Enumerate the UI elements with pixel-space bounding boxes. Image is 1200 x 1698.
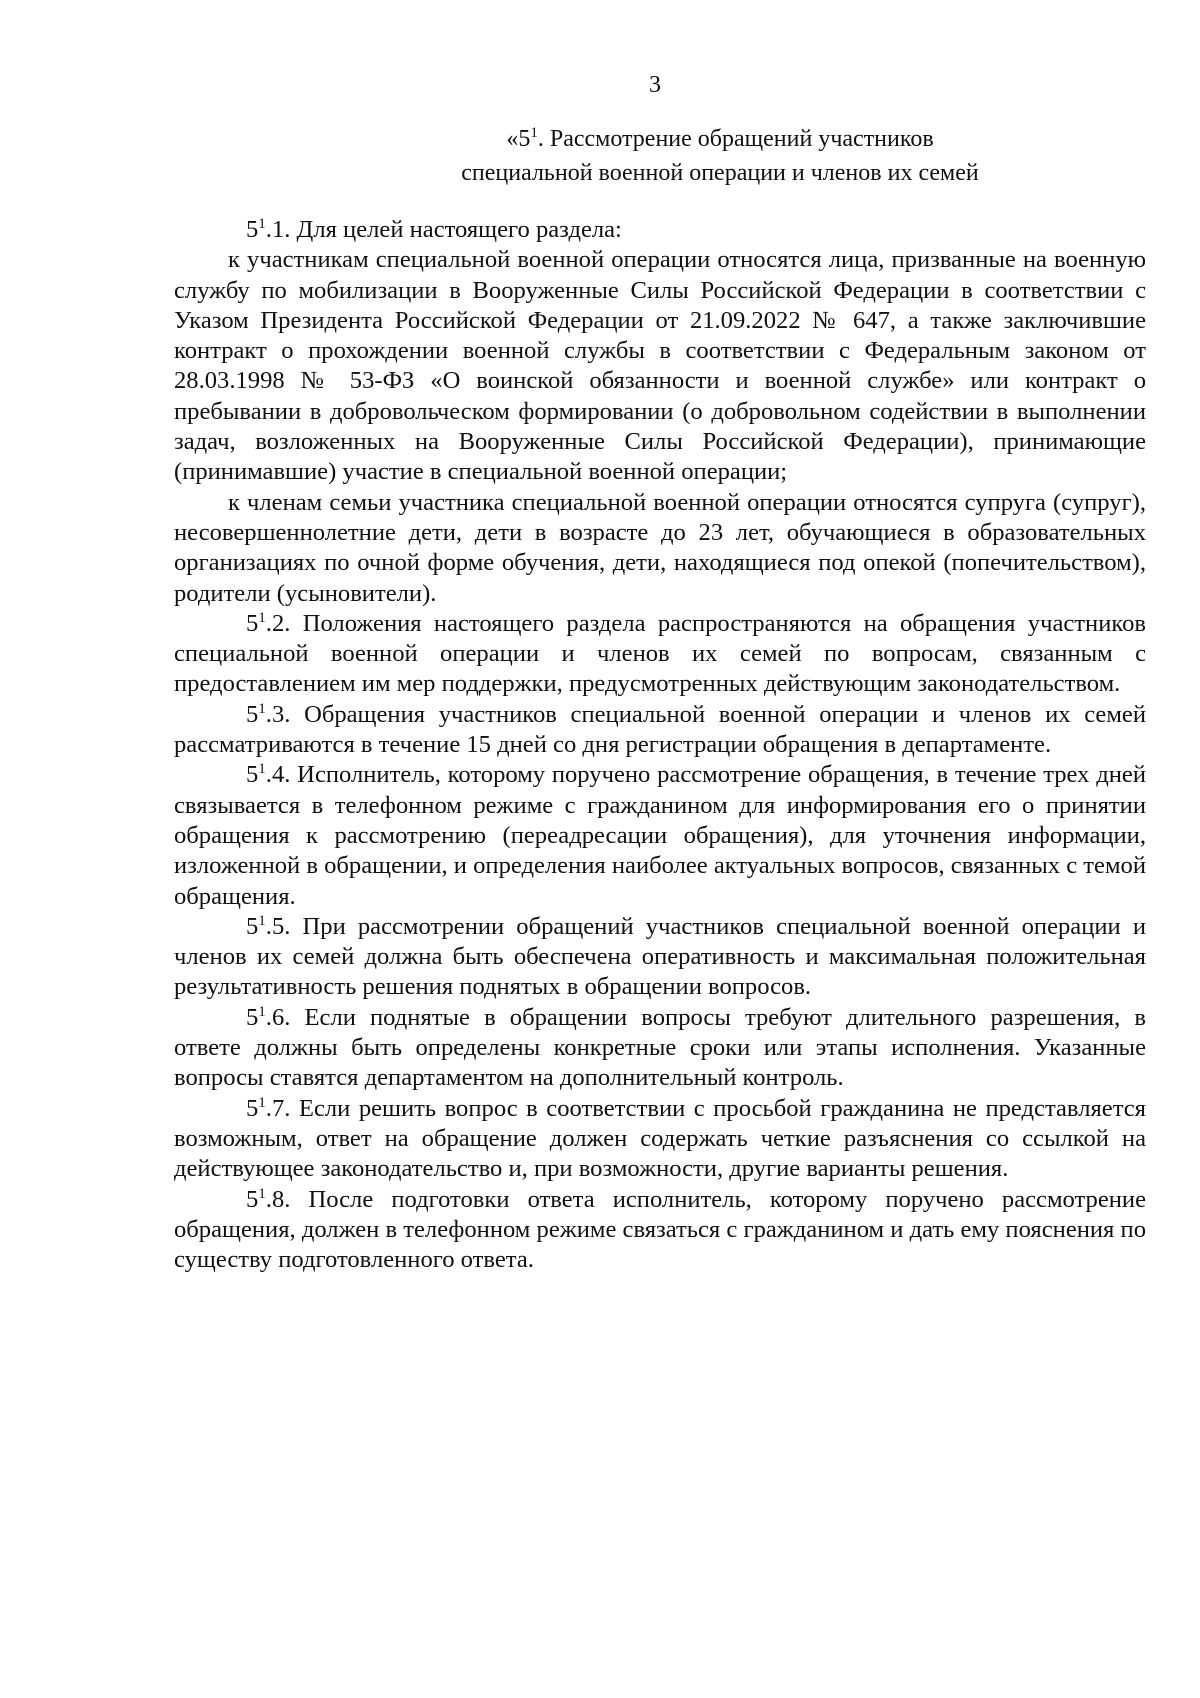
paragraph-5-1-4 [174, 760, 1146, 911]
paragraph-text: .6. Если поднятые в обращении вопросы требуют длительного разрешения, в ответе должны быть определены конкретные сроки или этапы исполнения. Указанные вопросы ставятся департаментом на дополнительный контроль. [174, 1003, 1146, 1092]
clause-superscript: 1 [258, 1185, 266, 1202]
heading-open-quote: «5 [506, 126, 531, 152]
clause-number: 5 [246, 609, 259, 637]
page-number: 3 [649, 72, 661, 98]
clause-number: 5 [246, 761, 259, 789]
paragraph-5-1-8 [174, 1185, 1146, 1276]
paragraph-svo-participants [174, 245, 1146, 487]
heading-line-2: специальной военной операции и членов их семей [461, 160, 979, 186]
paragraph-text: .1. Для целей настоящего раздела: [265, 216, 622, 243]
clause-superscript: 1 [258, 609, 266, 626]
clause-superscript: 1 [258, 912, 266, 929]
clause-number: 5 [246, 1003, 259, 1031]
clause-superscript: 1 [258, 1003, 266, 1020]
paragraph-5-1-6 [174, 1003, 1146, 1094]
clause-number: 5 [246, 912, 259, 940]
paragraph-5-1-2 [174, 609, 1146, 700]
paragraph-text: .7. Если решить вопрос в соответствии с просьбой гражданина не представляется возможным, ответ на обращение должен содержать четкие разъяснения со ссылкой на действующее законодательство и, при возможности, другие варианты решения. [174, 1094, 1146, 1183]
clause-superscript: 1 [258, 700, 266, 717]
paragraph-text: .4. Исполнитель, которому поручено рассмотрение обращения, в течение трех дней связывается в телефонном режиме с гражданином для информирования его о принятии обращения к рассмотрению (переадресации обращения), для уточнения информации, изложенной в обращении, и определения наиболее актуальных вопросов, связанных с темой обращения. [174, 761, 1146, 910]
paragraph-5-1-1 [174, 215, 1146, 245]
paragraph-5-1-5 [174, 912, 1146, 1003]
section-heading [330, 122, 1110, 190]
paragraph-5-1-3 [174, 700, 1146, 761]
paragraph-text: .5. При рассмотрении обращений участников специальной военной операции и членов их семей должна быть обеспечена оперативность и максимальная положительная результативность решения поднятых в обращении вопросов. [174, 912, 1146, 1001]
clause-number: 5 [246, 216, 259, 243]
paragraph-text: .8. После подготовки ответа исполнитель, которому поручено рассмотрение обращения, должен в телефонном режиме связаться с гражданином и дать ему пояснения по существу подготовленного ответа. [174, 1185, 1146, 1274]
clause-number: 5 [246, 700, 259, 728]
clause-number: 5 [246, 1094, 259, 1122]
document-body [174, 215, 1146, 1275]
heading-superscript: 1 [530, 125, 538, 141]
paragraph-text: .3. Обращения участников специальной военной операции и членов их семей рассматриваются в течение 15 дней со дня регистрации обращения в департаменте. [174, 700, 1146, 759]
paragraph-family-members [174, 488, 1146, 609]
paragraph-text: к участникам специальной военной операции относятся лица, призванные на военную службу по мобилизации в Вооруженные Силы Российской Федерации в соответствии с Указом Президента Российской Федерации от 21.09.2022 № 647, а также заключившие контракт о прохождении военной службы в соответствии с Федеральным законом от 28.03.1998 № 53-ФЗ «О воинской обязанности и военной службе» или контракт о пребывании в добровольческом формировании (о добровольном содействии в выполнении задач, возложенных на Вооруженные Силы Российской Федерации), принимающие (принимавшие) участие в специальной военной операции; [174, 246, 1146, 486]
paragraph-text: к членам семьи участника специальной военной операции относятся супруга (супруг), несовершеннолетние дети, дети в возрасте до 23 лет, обучающиеся в образовательных организациях по очной форме обучения, дети, находящиеся под опекой (попечительством), родители (усыновители). [174, 488, 1146, 607]
clause-number: 5 [246, 1185, 259, 1213]
heading-line-1-rest: . Рассмотрение обращений участников [537, 126, 934, 152]
clause-superscript: 1 [258, 761, 266, 778]
clause-superscript: 1 [258, 1094, 266, 1111]
clause-superscript: 1 [258, 216, 266, 232]
heading-line-1 [330, 122, 1110, 156]
paragraph-text: .2. Положения настоящего раздела распространяются на обращения участников специальной военной операции и членов их семей по вопросам, связанным с предоставлением им мер поддержки, предусмотренных действующим законодательством. [174, 609, 1146, 698]
paragraph-5-1-7 [174, 1094, 1146, 1185]
